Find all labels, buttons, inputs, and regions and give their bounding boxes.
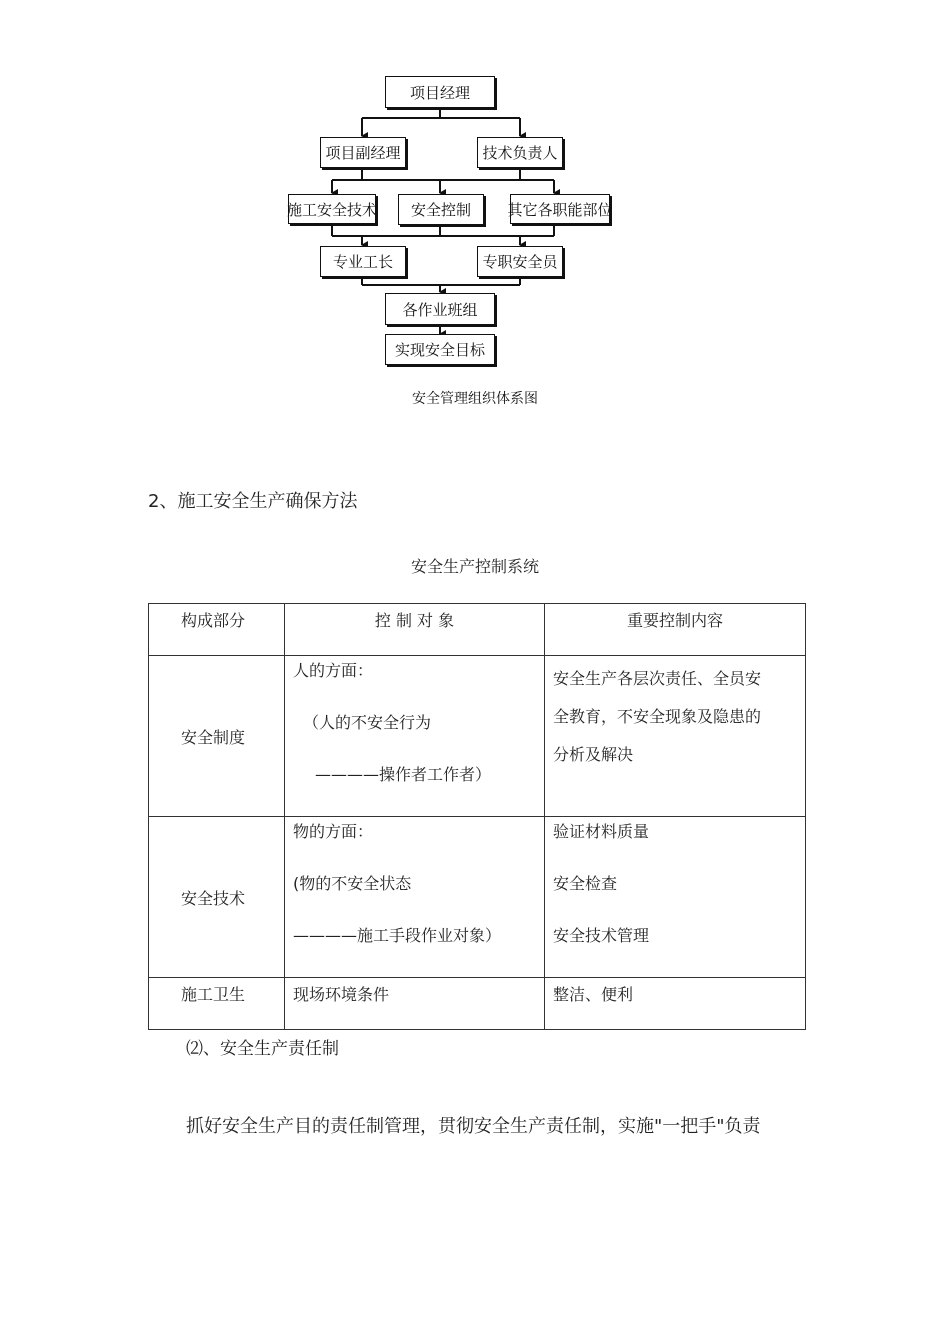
object-cell: 人的方面： （人的不安全行为 ————操作者工作者） [285,656,545,817]
node-safety-goal: 实现安全目标 [385,334,495,365]
header-cell: 重要控制内容 [545,604,806,656]
object-cell: 物的方面： (物的不安全状态 ————施工手段作业对象） [285,817,545,978]
body-paragraph: 抓好安全生产目的责任制管理，贯彻安全生产责任制，实施"一把手"负责 [186,1116,761,1137]
table-row [149,656,806,817]
node-tech-lead: 技术负责人 [477,137,563,168]
node-safety-control: 安全控制 [398,194,484,225]
component-cell: 施工卫生 [149,978,285,1030]
node-project-manager: 项目经理 [385,76,495,108]
subsection-heading: ⑵、安全生产责任制 [186,1039,339,1059]
node-deputy-manager: 项目副经理 [320,137,406,168]
table-header-row [149,604,806,656]
node-other-departments: 其它各职能部位 [510,194,610,224]
node-foreman: 专业工长 [320,246,406,277]
header-cell: 构成部分 [149,604,285,656]
table-row [149,817,806,978]
safety-control-table [148,603,806,1030]
table-row [149,978,806,1030]
node-work-teams: 各作业班组 [385,293,495,325]
content-cell: 安全生产各层次责任、全员安 全教育，不安全现象及隐患的 分析及解决 [545,656,806,817]
table-title: 安全生产控制系统 [410,557,539,576]
org-chart-caption: 安全管理组织体系图 [412,391,538,407]
content-cell: 验证材料质量 安全检查 安全技术管理 [545,817,806,978]
component-cell: 安全技术 [149,817,285,978]
header-cell: 控 制 对 象 [285,604,545,656]
safety-org-chart [0,0,950,420]
content-cell: 整洁、便利 [545,978,806,1030]
object-cell: 现场环境条件 [285,978,545,1030]
node-safety-officer: 专职安全员 [477,246,563,277]
component-cell: 安全制度 [149,656,285,817]
section-heading: 2、施工安全生产确保方法 [148,491,358,512]
node-construction-safety-tech: 施工安全技术 [288,194,376,224]
